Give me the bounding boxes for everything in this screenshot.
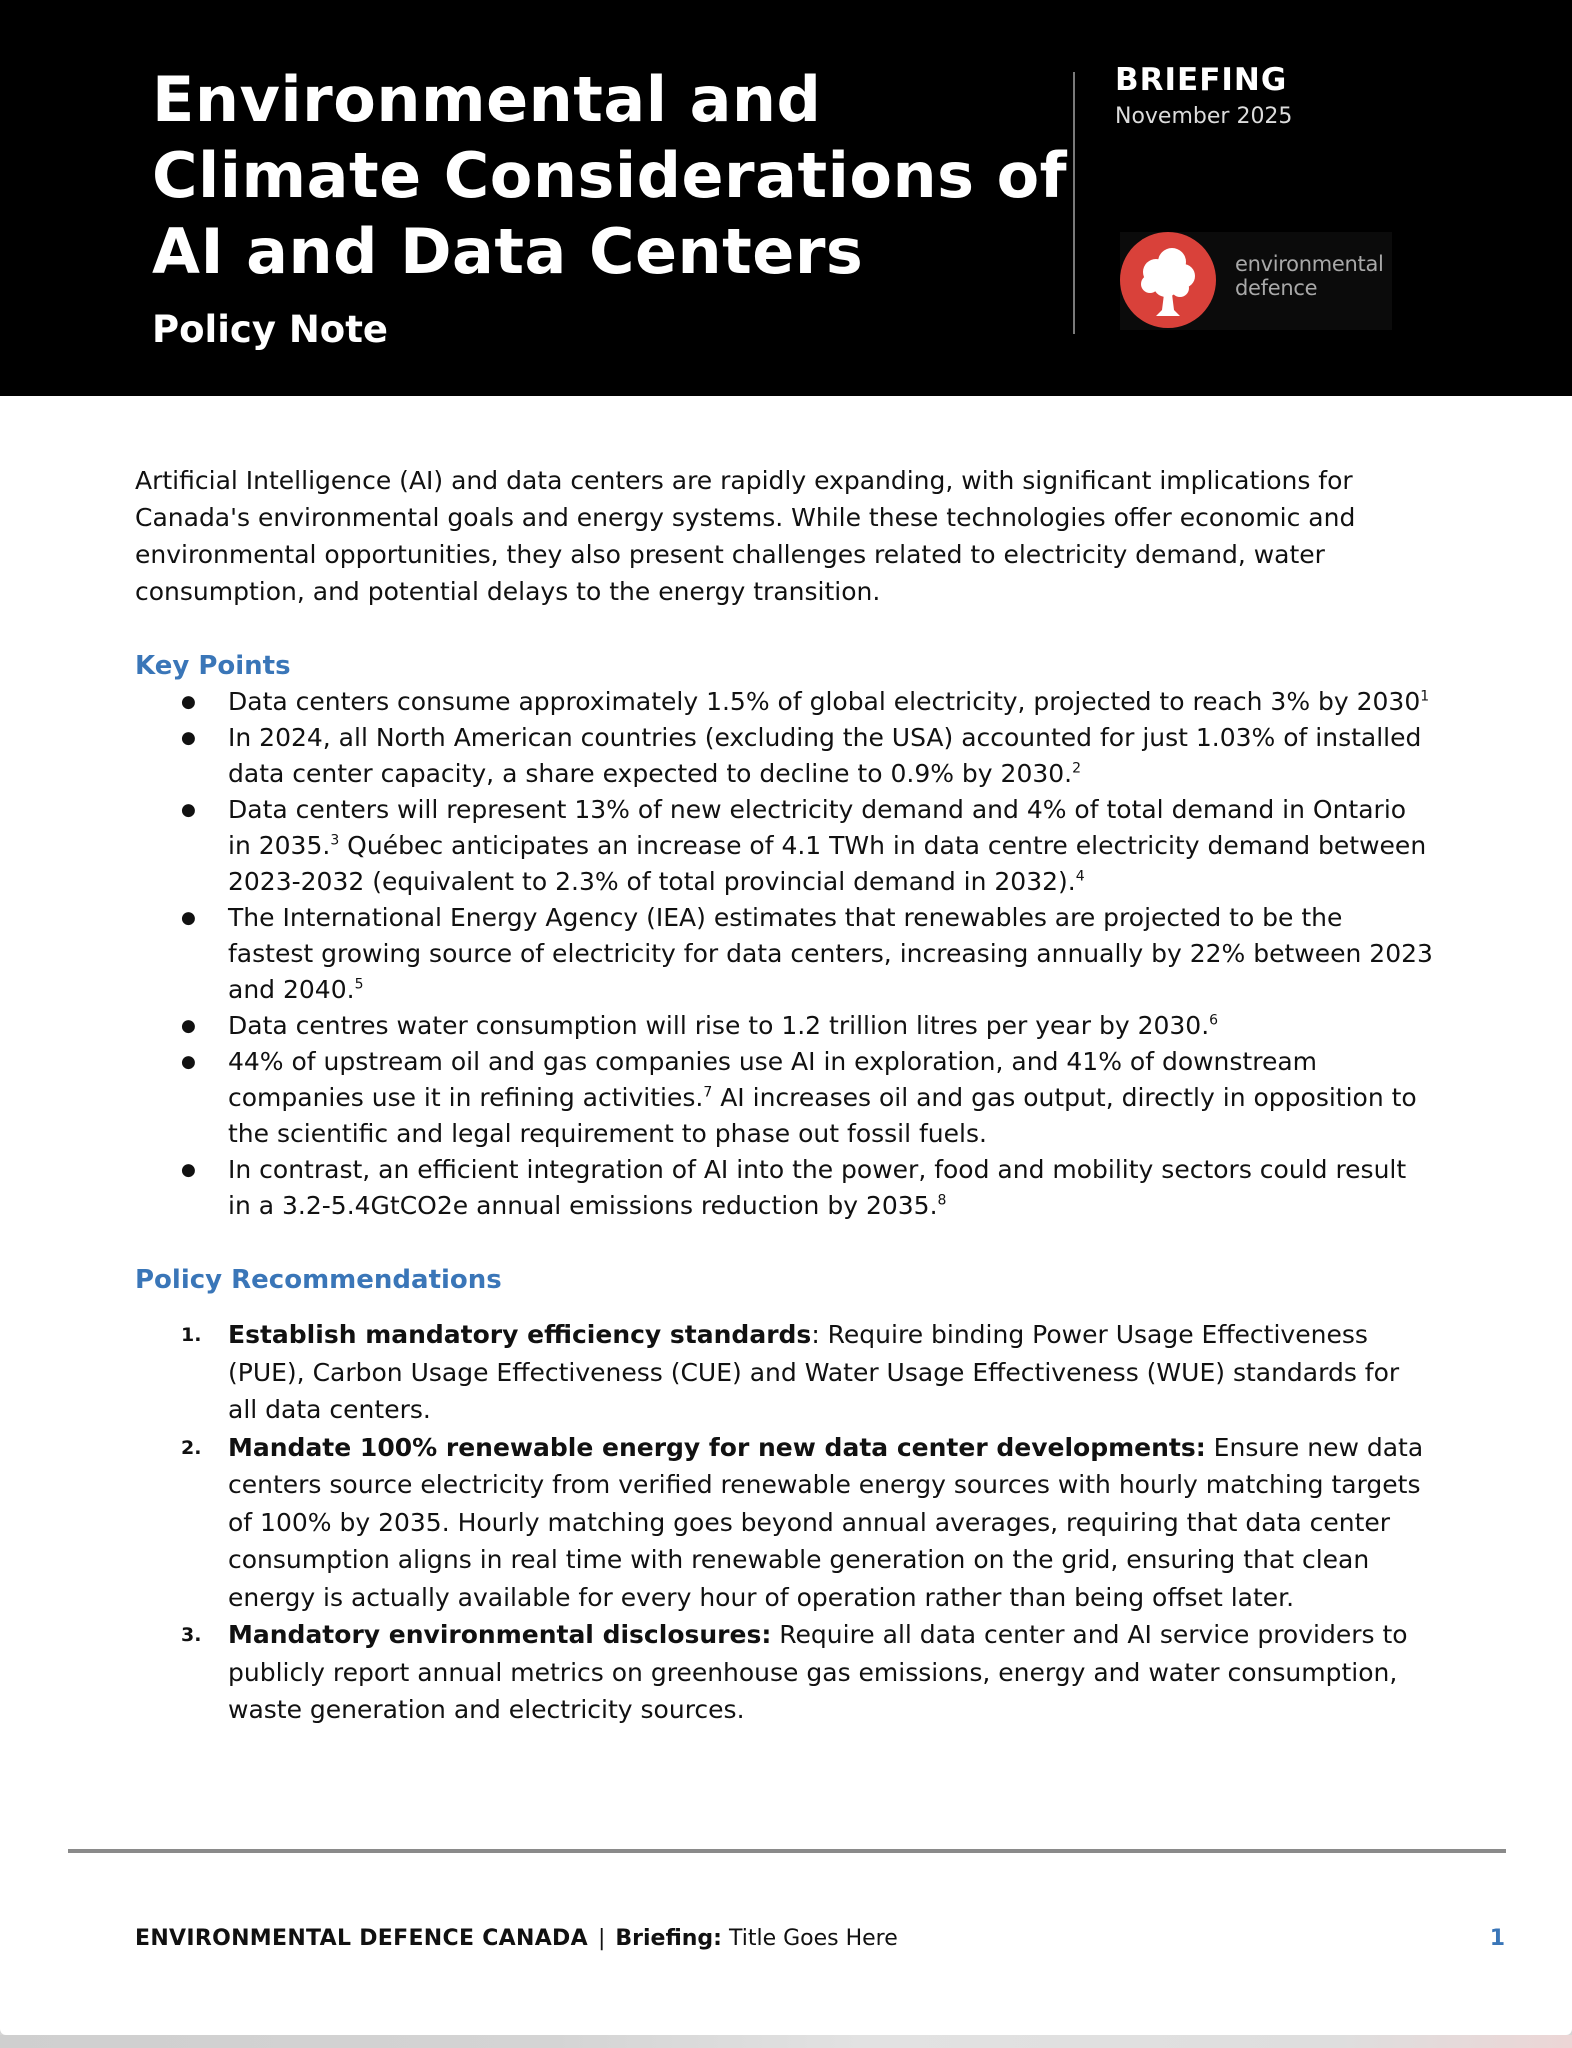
- header-banner: [0, 0, 1572, 396]
- footnote-ref[interactable]: 6: [1209, 1012, 1219, 1029]
- footer-briefing-title: Title Goes Here: [728, 1926, 898, 1951]
- page-footer: [135, 1926, 1505, 1951]
- viewer-bottom-edge: [0, 2035, 1572, 2048]
- list-item: ● Data centres water consumption will rise to 1.2 trillion litres per year by 2030.$^6$: [135, 1008, 1435, 1044]
- footnote-ref[interactable]: 4: [1075, 868, 1085, 885]
- org-logo: [1120, 232, 1392, 330]
- footnote-ref[interactable]: 1: [1420, 688, 1430, 705]
- recommendation-item: 1. Establish mandatory efficiency standards: Require binding Power Usage Effectiveness (PUE), Carbon Usage Effectiveness (CUE) and Water Usage Effectiveness (WUE) standards for all data centers.: [181, 1320, 1400, 1424]
- title-line: Environmental and: [152, 63, 822, 136]
- footnote-ref[interactable]: 2: [1072, 760, 1082, 777]
- list-item: ● The International Energy Agency (IEA) estimates that renewables are projected to be the fastest growing source of electricity for data centers, increasing annually by 22% between 2023 and 2040.$^5$: [135, 900, 1435, 1008]
- list-item: ● In 2024, all North American countries (excluding the USA) accounted for just 1.03% of installed data center capacity, a share expected to decline to 0.9% by 2030.$^2$: [135, 720, 1435, 792]
- footer-org: ENVIRONMENTAL DEFENCE CANADA: [135, 1926, 588, 1951]
- logo-wordmark: environmental defence: [1235, 252, 1384, 300]
- header-divider: [1073, 72, 1075, 334]
- title-line: AI and Data Centers: [152, 215, 864, 288]
- doc-date: November 2025: [1115, 104, 1293, 129]
- recommendations-heading: Policy Recommendations: [135, 1265, 502, 1295]
- key-points-heading: Key Points: [135, 651, 291, 681]
- recommendation-item: 3. Mandatory environmental disclosures: Require all data center and AI service providers to publicly report annual metrics on greenhouse gas emissions, energy and water consumption, waste generation and electricity sources.: [181, 1620, 1408, 1724]
- recommendation-item: 2. Mandate 100% renewable energy for new data center developments: Ensure new data centers source electricity from verified renewable energy sources with hourly matching targets of 100% by 2035. Hourly matching goes beyond annual averages, requiring that data center consumption aligns in real time with renewable generation on the grid, ensuring that clean energy is actually available for every hour of operation rather than being offset later.: [181, 1432, 1424, 1612]
- footer-separator: |: [597, 1926, 606, 1951]
- document-subtitle: Policy Note: [152, 308, 389, 351]
- footnote-ref[interactable]: 3: [330, 832, 340, 849]
- list-item: ● In contrast, an efficient integration of AI into the power, food and mobility sectors could result in a 3.2-5.4GtCO2e annual emissions reduction by 2035.$^8$: [135, 1152, 1435, 1224]
- tree-icon: [1120, 232, 1216, 328]
- footer-divider: [68, 1849, 1506, 1853]
- footnote-ref[interactable]: 7: [703, 1084, 713, 1101]
- document-title: [152, 62, 1072, 290]
- footer-briefing-label: Briefing:: [615, 1926, 722, 1951]
- intro-paragraph: Artificial Intelligence (AI) and data centers are rapidly expanding, with significant implications for Canada's environmental goals and energy systems. While these technologies offer economic and environmental opportunities, they also present challenges related to electricity demand, water consumption, and potential delays to the energy transition.: [135, 466, 1356, 606]
- document-body: [135, 462, 1435, 1729]
- page-number: 1: [1489, 1926, 1505, 1951]
- list-item: ● Data centers will represent 13% of new electricity demand and 4% of total demand in Ontario in 2035.$^3$ Québec anticipates an increase of 4.1 TWh in data centre electricity demand between 2023-2032 (equivalent to 2.3% of total provincial demand in 2032).$^4$: [135, 792, 1435, 900]
- footnote-ref[interactable]: 8: [937, 1192, 947, 1209]
- list-item: ● 44% of upstream oil and gas companies use AI in exploration, and 41% of downstream companies use it in refining activities.$^7$ AI increases oil and gas output, directly in opposition to the scientific and legal requirement to phase out fossil fuels.: [135, 1044, 1435, 1152]
- footnote-ref[interactable]: 5: [354, 976, 364, 993]
- doc-type-label: BRIEFING: [1115, 62, 1288, 98]
- key-points-list: [135, 684, 1435, 1224]
- list-item: ● Data centers consume approximately 1.5% of global electricity, projected to reach 3% by 2030$^1$: [135, 684, 1435, 720]
- title-line: Climate Considerations of: [152, 139, 1068, 212]
- recommendations-list: [135, 1316, 1435, 1729]
